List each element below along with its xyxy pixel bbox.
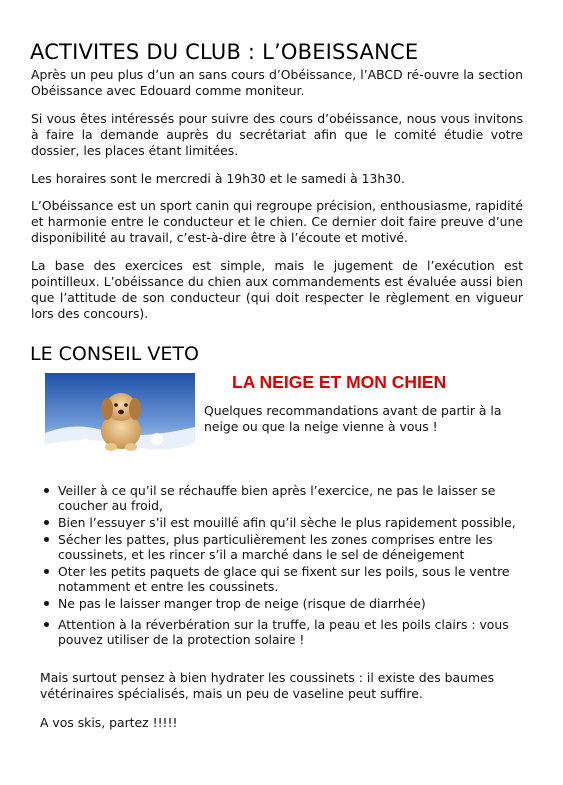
bullet-icon xyxy=(44,520,49,525)
bullet-icon xyxy=(44,537,49,542)
closing-paragraph: Mais surtout pensez à bien hydrater les coussinets : il existe des baumes vétérinaires spécialisés, mais un peu de vaseline peut suffire. xyxy=(40,670,495,701)
list-item: Sécher les pattes, plus particulièrement les zones comprises entre les coussinets, et les rincer s’il a marché dans le sel de déneigement xyxy=(40,532,525,562)
list-item: Veiller à ce qu’il se réchauffe bien après l’exercice, ne pas le laisser se coucher au froid, xyxy=(40,483,525,513)
veto-heading: LE CONSEIL VETO xyxy=(30,343,199,365)
puppy-illustration xyxy=(45,373,195,459)
list-item: Bien l’essuyer s’il est mouillé afin qu’il sèche le plus rapidement possible, xyxy=(40,515,525,530)
list-item: Oter les petits paquets de glace qui se fixent sur les poils, sous le ventre notamment et entre les coussinets. xyxy=(40,564,525,594)
puppy-in-snow-image xyxy=(45,373,195,459)
club-paragraph-5: La base des exercices est simple, mais le jugement de l’exécution est pointilleux. L’obéissance du chien aux commandements est évaluée aussi bien que l’attitude de son conducteur (qui doit respecter le règlement en vigueur lors des concours). xyxy=(31,258,523,321)
list-item: Attention à la réverbération sur la truffe, la peau et les poils clairs : vous pouvez utiliser de la protection solaire ! xyxy=(40,617,525,647)
club-paragraph-1: Après un peu plus d’un an sans cours d’Obéissance, l’ABCD ré-ouvre la section Obéissance avec Edouard comme moniteur. xyxy=(31,67,523,98)
article-title: LA NEIGE ET MON CHIEN xyxy=(232,372,447,392)
bullet-icon xyxy=(44,569,49,574)
article-intro: Quelques recommandations avant de partir à la neige ou que la neige vienne à vous ! xyxy=(204,403,502,434)
recommendations-list xyxy=(40,483,525,649)
club-heading: ACTIVITES DU CLUB : L’OBEISSANCE xyxy=(30,40,419,64)
club-paragraph-2: Si vous êtes intéressés pour suivre des cours d’obéissance, nous vous invitons à faire la demande auprès du secrétariat afin que le comité étudie votre dossier, les places étant limitées. xyxy=(31,111,523,158)
bullet-icon xyxy=(44,622,49,627)
bullet-icon xyxy=(44,601,49,606)
signoff: A vos skis, partez !!!!! xyxy=(40,715,178,730)
list-item: Ne pas le laisser manger trop de neige (risque de diarrhée) xyxy=(40,596,525,611)
bullet-icon xyxy=(44,488,49,493)
club-paragraph-3: Les horaires sont le mercredi à 19h30 et le samedi à 13h30. xyxy=(31,171,405,186)
club-paragraph-4: L’Obéissance est un sport canin qui regroupe précision, enthousiasme, rapidité et harmonie entre le conducteur et le chien. Ce dernier doit faire preuve d’une disponibilité au travail, c’est-à-dire être à l’écoute et motivé. xyxy=(31,198,523,245)
